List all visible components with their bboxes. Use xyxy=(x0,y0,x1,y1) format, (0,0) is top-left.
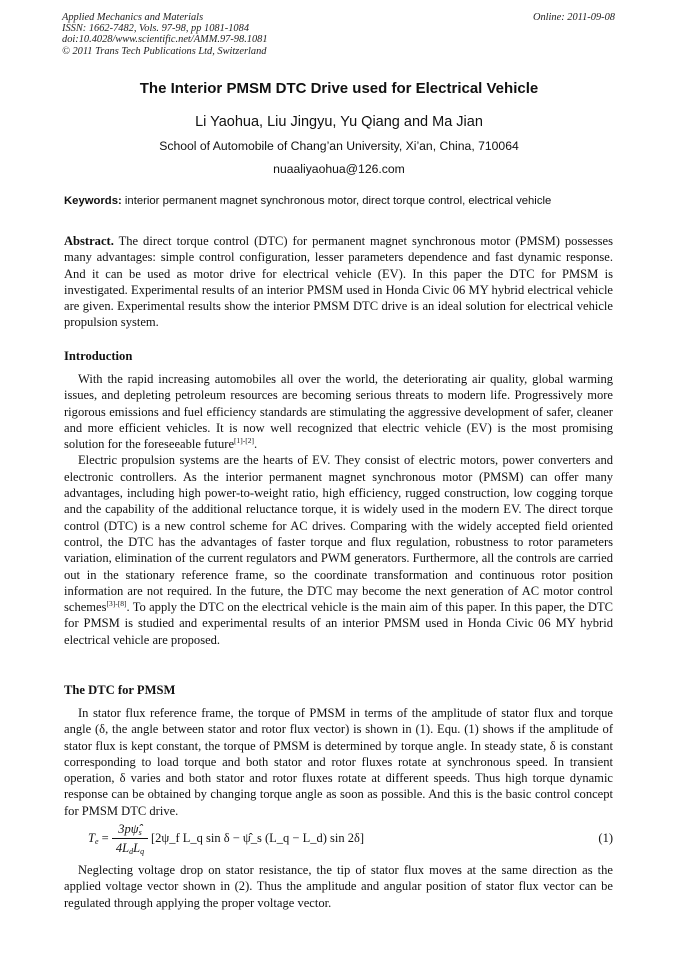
eq-den-sub2: q xyxy=(140,847,145,856)
equation-1 xyxy=(88,820,613,860)
eq-den-text1: 4L xyxy=(115,841,130,855)
intro-p2-text: Electric propulsion systems are the hearts of EV. They consist of electric motors, power converters and electronic controllers. As the interior permanent magnet synchronous motor (PMSM) can offer many advantages, including high power-to-weight ratio, high efficiency, rugged construction, low cogging torque and the capability of the additional reluctance torque, it is widely used in the modern EV. The direct torque control (DTC) is a new control scheme for AC drives. Comparing with the widely accepted field oriented control, the DTC has the advantages of faster torque and flux regulation, robustness to rotor parameters variation, elimination of the current regulators and PWM generators. Furthermore, all the controls are carried out in the stationary reference frame, so the coordinate transformation and continuous rotor position information are not required. In the future, the DTC may become the next generation of AC motor control schemes xyxy=(64,453,613,615)
affiliation: School of Automobile of Chang’an University, Xi’an, China, 710064 xyxy=(159,139,519,153)
doi-line: doi:10.4028/www.scientific.net/AMM.97-98.1081 xyxy=(62,34,268,46)
eq-lhs-sub: e xyxy=(94,837,99,846)
eq-num-text: 3pψ̂ xyxy=(118,822,139,836)
citation-ref: [3]-[8] xyxy=(106,599,127,609)
introduction-body xyxy=(64,371,613,648)
authors: Li Yaohua, Liu Jingyu, Yu Qiang and Ma Jian xyxy=(195,114,483,130)
copyright-line: © 2011 Trans Tech Publications Ltd, Switzerland xyxy=(62,45,267,57)
eq-den-text2: L xyxy=(133,841,141,855)
keywords-text: interior permanent magnet synchronous motor, direct torque control, electrical vehicle xyxy=(124,195,552,207)
dtc-body-continued xyxy=(64,862,613,911)
issn-line: ISSN: 1662-7482, Vols. 97-98, pp 1081-1084 xyxy=(62,23,250,35)
introduction-heading: Introduction xyxy=(64,349,133,363)
author-email: nuaaliyaohua@126.com xyxy=(273,162,405,176)
equation-number: (1) xyxy=(598,831,613,845)
dtc-paragraph-1: In stator flux reference frame, the torque of PMSM in terms of the amplitude of stator flux and torque angle (δ, the angle between stator and rotor flux vector) is shown in (1). Equ. (1) shows if the amplitude of stator flux is kept constant, the torque of PMSM is determined by torque angle. In steady state, δ is constant corresponding to load torque and both stator and rotor fluxes rotate at synchronous speed. In transient operation, δ varies and both stator and rotor fluxes rotate at different speeds. Thus high torque dynamic response can be obtained by changing torque angle as soon as possible. And this is the basic control concept for PMSM DTC drive. xyxy=(64,706,613,818)
abstract xyxy=(64,233,613,331)
abstract-label: Abstract. xyxy=(64,234,114,248)
eq-num-sub: s xyxy=(138,828,142,837)
equation-rhs: [2ψ_f L_q sin δ − ψ̂_s (L_q − L_d) sin 2δ] xyxy=(151,831,365,845)
equation-fraction xyxy=(112,820,148,857)
journal-name: Applied Mechanics and Materials xyxy=(62,12,204,23)
eq-numerator xyxy=(112,820,148,838)
intro-p2-end: . To apply the DTC on the electrical vehicle is the main aim of this paper. In this paper, the DTC for PMSM is studied and experimental results of an interior PMSM used in Honda Civic 06 MY hybrid electrical vehicle are proposed. xyxy=(64,600,613,647)
dtc-body xyxy=(64,705,613,819)
dtc-paragraph-2: Neglecting voltage drop on stator resistance, the tip of stator flux moves at the same direction as the applied voltage vector shown in (2). Thus the amplitude and angular position of stator flux vector can be regulated through applying the proper voltage vector. xyxy=(64,863,613,910)
abstract-text: The direct torque control (DTC) for permanent magnet synchronous motor (PMSM) possesses many advantages: simple control configuration, lesser parameters dependence and fast dynamic response. And it can be used as motor drive for electrical vehicle (EV). In this paper the DTC for PMSM is investigated. Experimental results of an interior PMSM used in Honda Civic 06 MY hybrid electrical vehicle are given. Experimental results show the interior PMSM DTC drive is an ideal solution for electrical vehicle propulsion system. xyxy=(64,234,613,330)
paper-title: The Interior PMSM DTC Drive used for Electrical Vehicle xyxy=(139,80,539,97)
eq-lhs-symbol: T xyxy=(88,831,95,845)
intro-paragraph-1 xyxy=(64,371,613,452)
eq-den-sub1: d xyxy=(129,847,134,856)
journal-header xyxy=(62,12,615,57)
eq-denominator xyxy=(112,839,148,857)
intro-paragraph-2 xyxy=(64,452,613,648)
citation-ref: [1]-[2] xyxy=(234,436,255,446)
eq-equals: = xyxy=(101,831,109,845)
dtc-heading: The DTC for PMSM xyxy=(64,683,176,697)
equation-lhs xyxy=(88,831,109,846)
intro-p1-text: With the rapid increasing automobiles all over the world, the deteriorating air quality, global warming issues, and depleting petroleum resources are becoming serious threats to modern life. Progressively more rigorous emissions and fuel efficiency standards are stimulating the aggressive development of safer, cleaner and more efficient vehicles. It is now well recognized that electric vehicle (EV) is the most promising solution for the foreseeable future xyxy=(64,372,613,452)
intro-p1-end: . xyxy=(254,437,258,452)
online-date: Online: 2011-09-08 xyxy=(532,12,615,23)
keywords xyxy=(64,195,616,207)
keywords-label: Keywords: xyxy=(64,195,122,207)
